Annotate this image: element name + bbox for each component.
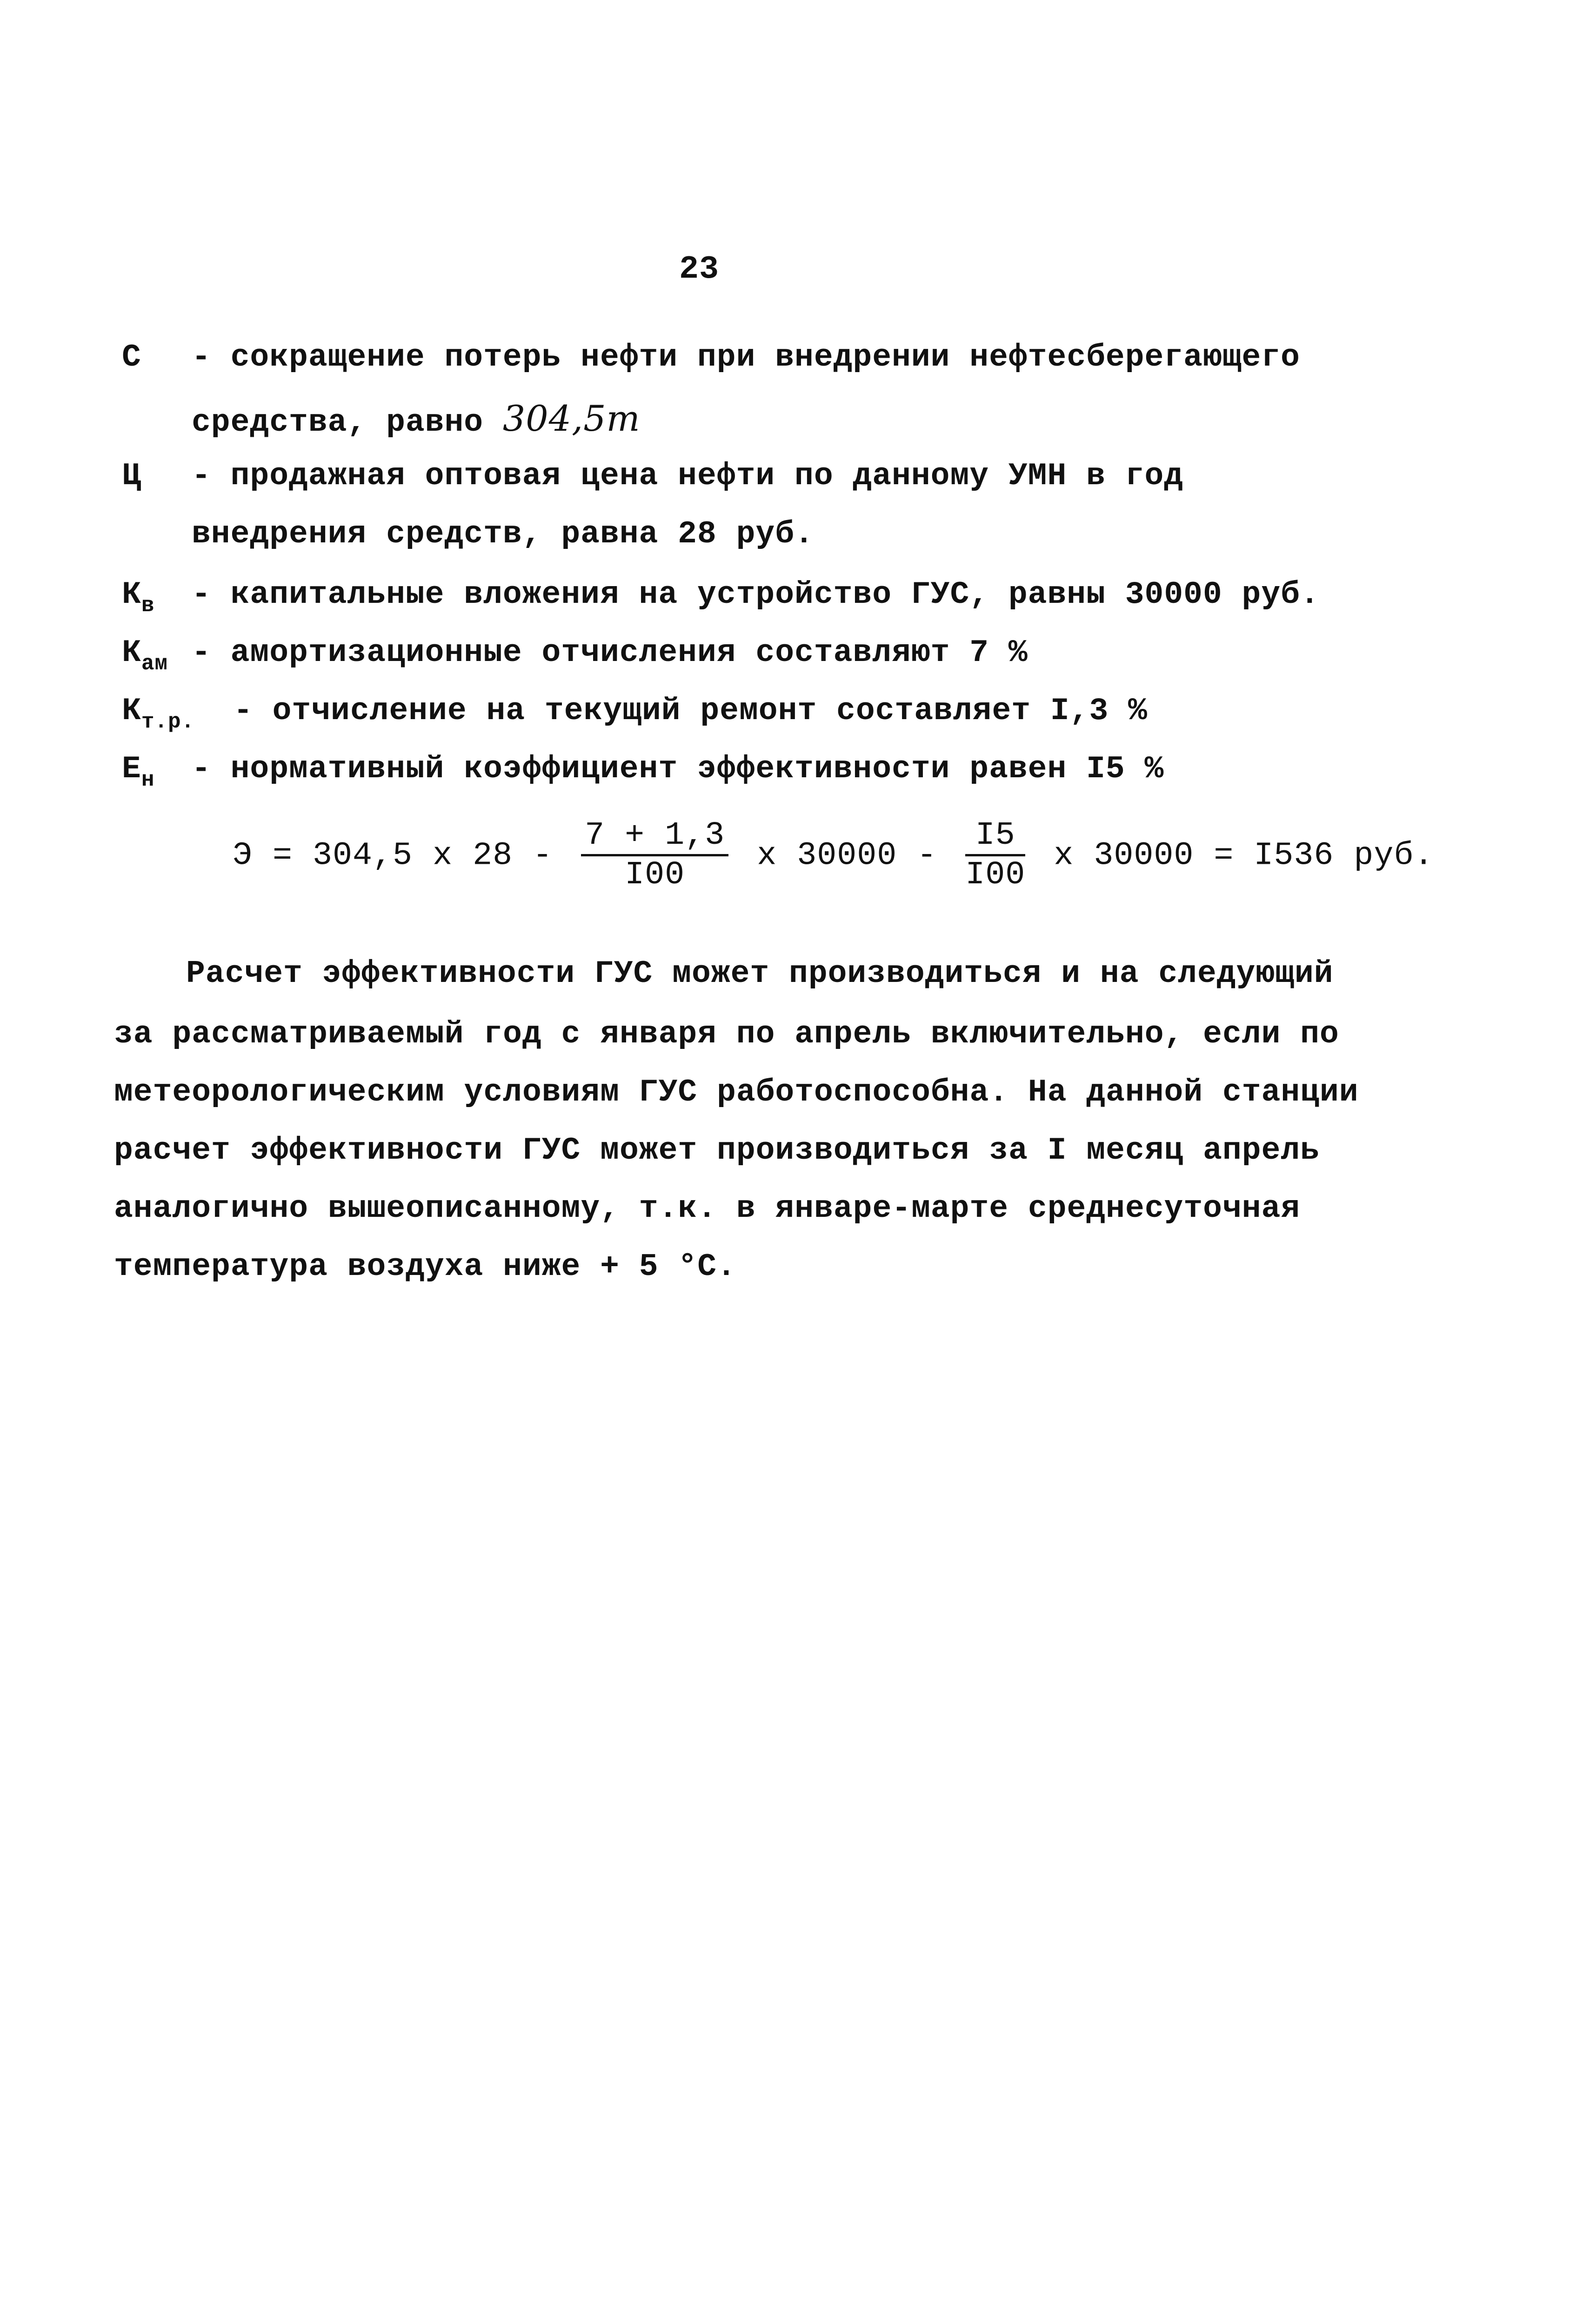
definition-symbol: К <box>122 635 141 671</box>
definition-symbol: Ц <box>122 458 141 494</box>
definition-text: - амортизационные отчисления составляют 7 % <box>192 635 1028 671</box>
definition-continuation-text: средства, равно <box>192 405 484 441</box>
definition-text: - продажная оптовая цена нефти по данному УМН в год <box>192 458 1184 494</box>
fraction-1 <box>581 819 728 892</box>
definition-subscript: ам <box>141 652 168 676</box>
definition-symbol: С <box>122 340 141 375</box>
definition-kv <box>122 577 1320 618</box>
definition-symbol: К <box>122 577 141 613</box>
fraction-2-numerator: I5 <box>965 819 1025 856</box>
formula-rhs: х 30000 = I536 руб. <box>1054 837 1434 874</box>
definition-text: - нормативный коэффициент эффективности равен I5 % <box>192 751 1164 787</box>
paragraph-line-6: температура воздуха ниже + 5 °С. <box>114 1249 736 1285</box>
paragraph-line-5: аналогично вышеописанному, т.к. в январе-марте среднесуточная <box>114 1191 1301 1227</box>
formula-middle: х 30000 - <box>757 837 937 874</box>
paragraph-line-4: расчет эффективности ГУС может производиться за I месяц апрель <box>114 1133 1320 1168</box>
handwritten-value: 304,5т <box>502 398 641 439</box>
fraction-1-numerator: 7 + 1,3 <box>581 819 728 856</box>
definition-ts-continuation <box>192 516 814 552</box>
definition-symbol: Е <box>122 751 141 787</box>
definition-continuation-text: внедрения средств, равна 28 руб. <box>192 516 814 552</box>
definition-text: - отчисление на текущий ремонт составляет I,3 % <box>234 693 1148 729</box>
definition-subscript: т.р. <box>141 710 195 734</box>
definition-text: - сокращение потерь нефти при внедрении нефтесберегающего <box>192 340 1300 375</box>
definition-c-continuation <box>192 398 641 441</box>
definition-subscript: в <box>141 594 155 618</box>
definition-symbol: К <box>122 693 141 729</box>
definition-ktr <box>122 693 1148 734</box>
fraction-2-denominator: I00 <box>965 856 1026 894</box>
paragraph-line-1: Расчет эффективности ГУС может производиться и на следующий <box>186 956 1334 992</box>
definition-ts <box>122 458 1183 494</box>
definition-subscript: н <box>141 768 155 792</box>
paragraph-line-2: за рассматриваемый год с января по апрель включительно, если по <box>114 1016 1339 1052</box>
definition-text: - капитальные вложения на устройство ГУС, равны 30000 руб. <box>192 577 1320 613</box>
fraction-1-denominator: I00 <box>625 856 685 894</box>
paragraph-line-3: метеорологическим условиям ГУС работоспособна. На данной станции <box>114 1075 1359 1110</box>
definition-c <box>122 340 1300 375</box>
efficiency-formula <box>233 819 1434 892</box>
formula-lhs: Э = 304,5 х 28 - <box>233 837 553 874</box>
definition-kam <box>122 635 1028 676</box>
definition-en <box>122 751 1164 792</box>
fraction-2 <box>965 819 1025 892</box>
page-number: 23 <box>679 251 720 288</box>
